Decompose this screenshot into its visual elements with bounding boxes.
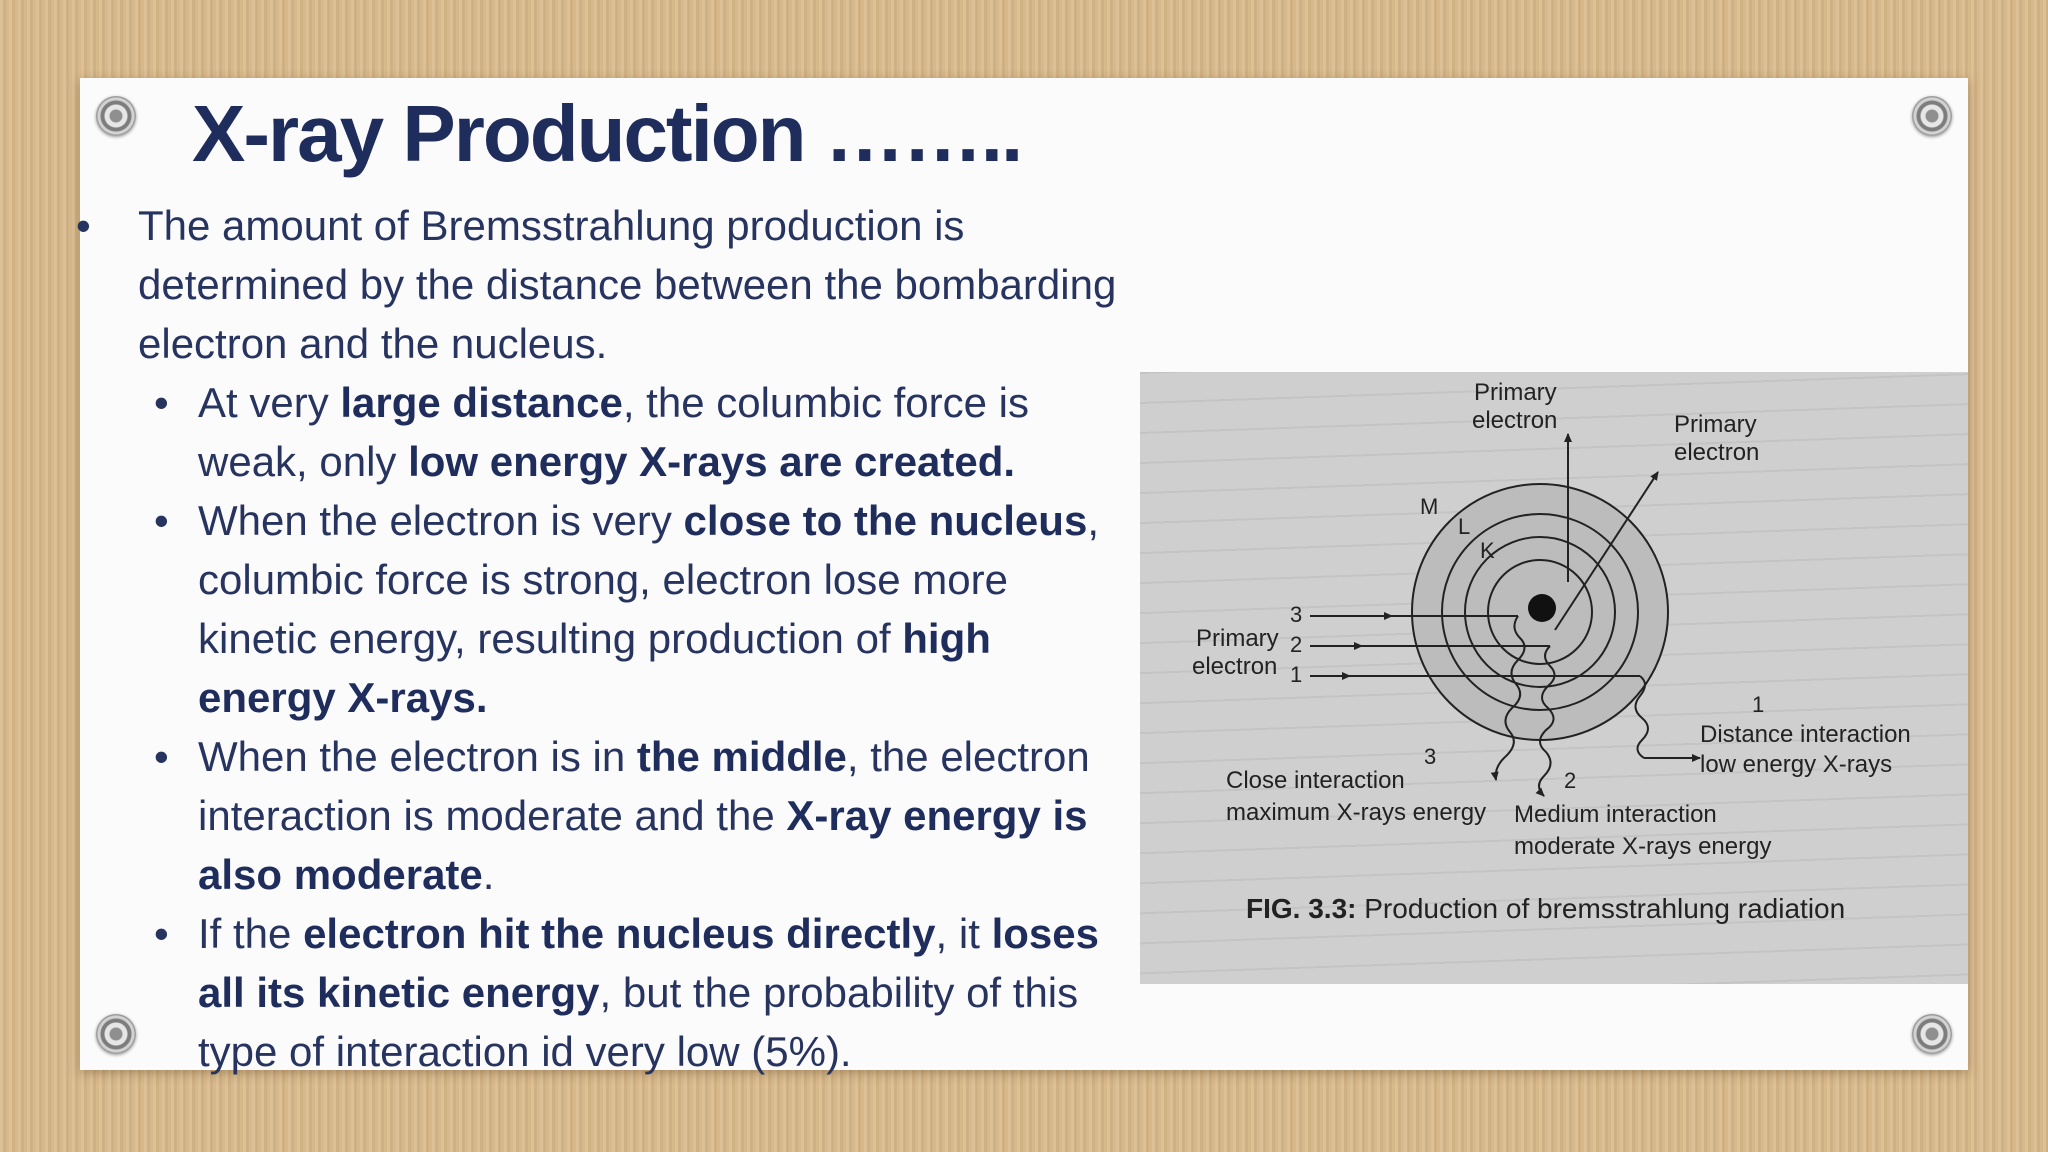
shell-label-m: M <box>1420 494 1439 519</box>
rivet-top-right <box>1912 96 1952 136</box>
medium-interaction-line2: moderate X-rays energy <box>1514 833 1772 860</box>
result-label-1: 1 <box>1752 692 1765 717</box>
emphasis: large distance <box>340 379 623 426</box>
figure-caption <box>1246 893 1845 924</box>
primary-electron-left-line2: electron <box>1192 653 1278 680</box>
slide-body <box>70 196 1130 1081</box>
shell-label-k: K <box>1480 538 1495 563</box>
emphasis: high energy X-rays. <box>198 615 991 721</box>
path-number-3: 3 <box>1290 602 1303 627</box>
distance-interaction-line2: low energy X-rays <box>1700 751 1893 778</box>
intro-text: The amount of Bremsstrahlung production is determined by the distance between the bombarding electron and the nucleus. <box>138 202 1117 367</box>
medium-interaction-line1: Medium interaction <box>1514 801 1717 828</box>
primary-electron-top-line2: electron <box>1472 407 1558 434</box>
text: When the electron is in <box>198 733 637 780</box>
text: If the <box>198 910 304 957</box>
bullet: • <box>154 733 169 780</box>
primary-electron-left-line1: Primary <box>1196 625 1279 652</box>
sub-bullet-direct-hit <box>70 904 1130 1081</box>
primary-electron-right-line2: electron <box>1674 439 1760 466</box>
rivet-bottom-right <box>1912 1014 1952 1054</box>
rivet-top-left <box>96 96 136 136</box>
caption-figure-number: FIG. 3.3: <box>1246 893 1357 924</box>
text: , columbic force is strong, electron lose more kinetic energy, resulting production of <box>198 497 1099 662</box>
shell-label-l: L <box>1458 514 1471 539</box>
emphasis: X-ray energy is also moderate <box>198 792 1088 898</box>
emphasis: loses all its kinetic energy <box>198 910 1099 1016</box>
result-label-2: 2 <box>1564 768 1577 793</box>
text: At very <box>198 379 341 426</box>
nucleus <box>1528 594 1556 622</box>
text: , but the probability of this type of interaction id very low (5%). <box>198 969 1079 1075</box>
sub-bullet-middle <box>70 727 1130 904</box>
bullet: • <box>154 379 169 426</box>
bullet: • <box>154 497 169 544</box>
intro-paragraph <box>70 196 1130 373</box>
caption-text: Production of bremsstrahlung radiation <box>1356 893 1846 924</box>
path-number-1: 1 <box>1290 662 1303 687</box>
emphasis: close to the nucleus <box>683 497 1088 544</box>
path-number-2: 2 <box>1290 632 1303 657</box>
bullet: • <box>76 202 91 249</box>
emphasis: the middle <box>636 733 847 780</box>
bremsstrahlung-figure <box>1140 372 1968 984</box>
text: . <box>482 851 495 898</box>
distance-interaction-line1: Distance interaction <box>1700 721 1911 748</box>
sub-bullet-close-to-nucleus <box>70 491 1130 727</box>
text: , it <box>935 910 992 957</box>
text: , the columbic force is weak, only <box>198 379 1030 485</box>
primary-electron-top-line1: Primary <box>1474 379 1557 406</box>
close-interaction-line2: maximum X-rays energy <box>1226 799 1487 826</box>
close-interaction-line1: Close interaction <box>1226 767 1405 794</box>
sub-bullet-large-distance <box>70 373 1130 491</box>
emphasis: electron hit the nucleus directly <box>303 910 936 957</box>
result-label-3: 3 <box>1424 744 1437 769</box>
sub-bullet-list <box>70 373 1130 1081</box>
slide-title: X-ray Production …….. <box>192 89 1022 178</box>
emphasis: low energy X-rays are created. <box>408 438 1016 485</box>
bremsstrahlung-diagram <box>1140 372 1968 984</box>
text: When the electron is very <box>198 497 684 544</box>
primary-electron-right-line1: Primary <box>1674 411 1757 438</box>
bullet: • <box>154 910 169 957</box>
text: , the electron interaction is moderate and the <box>198 733 1090 839</box>
